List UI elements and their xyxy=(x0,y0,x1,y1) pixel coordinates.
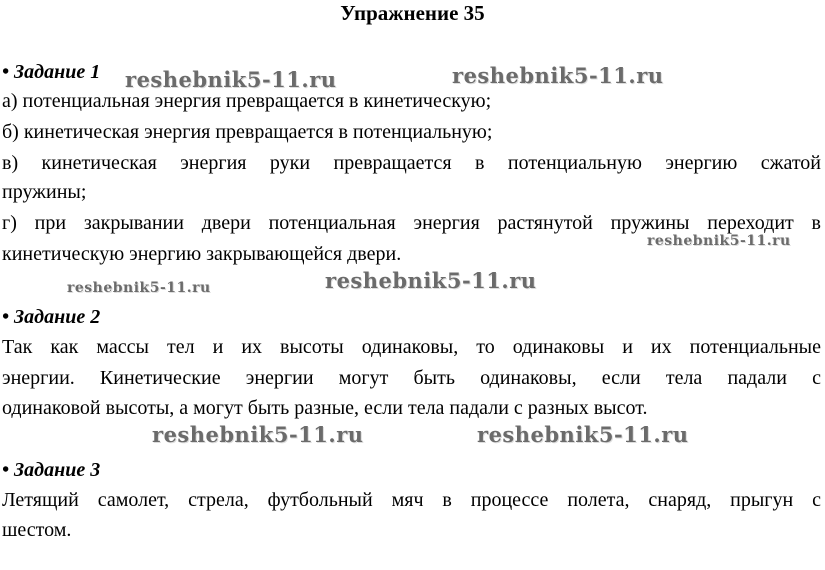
exercise-title: Упражнение 35 xyxy=(340,1,485,25)
task1-heading: • Задание 1 xyxy=(2,61,101,83)
task1-line-d-cont: кинетическую энергию закрывающейся двери. xyxy=(2,243,402,265)
watermark: reshebnik5-11.ru xyxy=(452,63,664,88)
task2-line-2: энергии. Кинетические энергии могут быть одинаковы, если тела падали с xyxy=(2,367,821,389)
task2-heading: • Задание 2 xyxy=(2,306,101,328)
watermark: reshebnik5-11.ru xyxy=(125,67,337,92)
task2-line-3: одинаковой высоты, а могут быть разные, если тела падали с разных высот. xyxy=(2,397,648,419)
task3-line-2: шестом. xyxy=(2,519,72,541)
task3-heading: • Задание 3 xyxy=(2,459,101,481)
watermark: reshebnik5-11.ru xyxy=(647,233,791,249)
task1-line-c: в) кинетическая энергия руки превращается в потенциальную энергию сжатой xyxy=(2,152,821,174)
watermark: reshebnik5-11.ru xyxy=(67,280,211,296)
task1-line-d: г) при закрывании двери потенциальная энергия растянутой пружины переходит в xyxy=(2,212,821,234)
watermark: reshebnik5-11.ru xyxy=(477,422,689,447)
task1-line-c-cont: пружины; xyxy=(2,181,87,203)
watermark: reshebnik5-11.ru xyxy=(325,268,537,293)
task1-line-b: б) кинетическая энергия превращается в потенциальную; xyxy=(2,121,493,143)
task2-line-1: Так как массы тел и их высоты одинаковы, то одинаковы и их потенциальные xyxy=(2,336,821,358)
task3-line-1: Летящий самолет, стрела, футбольный мяч в процессе полета, снаряд, прыгун с xyxy=(2,489,821,511)
watermark: reshebnik5-11.ru xyxy=(152,422,364,447)
task1-line-a: а) потенциальная энергия превращается в кинетическую; xyxy=(2,90,492,112)
